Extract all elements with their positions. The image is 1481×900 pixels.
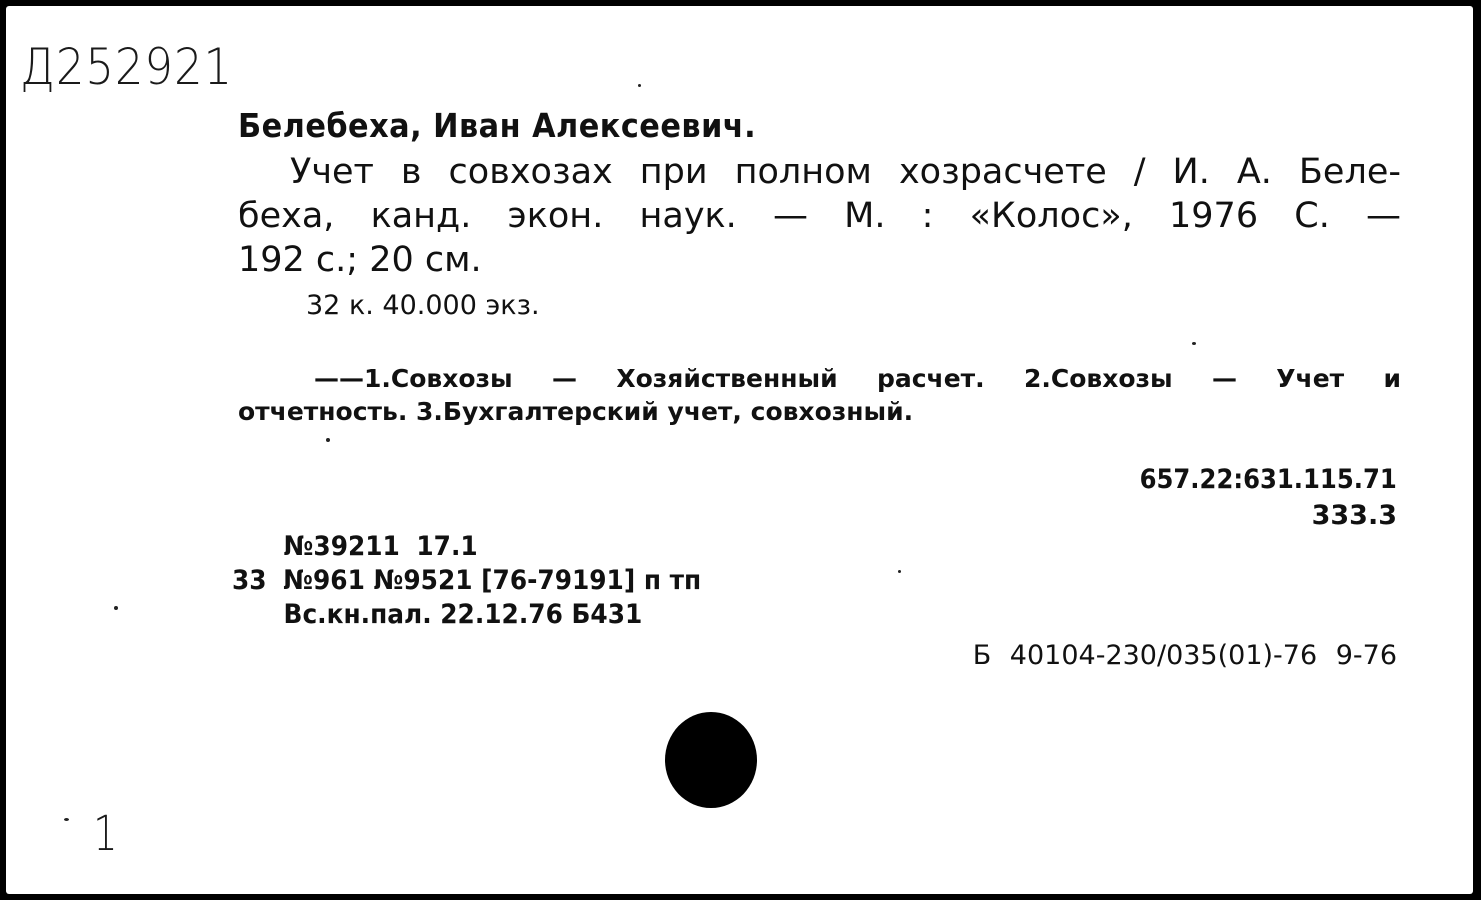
speck — [898, 570, 901, 573]
title-description — [238, 150, 1401, 282]
speck — [638, 84, 641, 87]
corner-mark: 1 — [93, 806, 119, 862]
subject-headings — [238, 362, 1401, 428]
order-code: 17.1 — [416, 531, 478, 562]
order-prefix: 33 — [232, 565, 267, 596]
speck — [114, 606, 118, 610]
title-line-2: беха, канд. экон. наук. — М. : «Колос», 1976 С. — — [238, 196, 1401, 236]
inventory-number: Д252921 — [20, 38, 234, 96]
author-heading: Белебеха, Иван Алексеевич. — [238, 106, 757, 145]
subject-line-1: ——1.Совхозы — Хозяйственный расчет. 2.Совхозы — Учет и — [314, 364, 1401, 393]
price-and-print-run: 32 к. 40.000 экз. — [306, 290, 540, 321]
publisher-code: Б 40104-230/035(01)-76 9-76 — [972, 640, 1397, 671]
title-line-3: 192 с.; 20 см. — [238, 240, 482, 280]
udc-index: 657.22:631.115.71 — [1139, 464, 1397, 495]
subject-line-2: отчетность. 3.Бухгалтерский учет, совхозный. — [238, 397, 914, 426]
punch-hole — [665, 712, 757, 808]
order-line-1 — [232, 530, 701, 564]
order-line-2 — [232, 564, 701, 598]
order-line-3: Вс.кн.пал. 22.12.76 Б431 — [283, 599, 643, 630]
title-line-1: Учет в совхозах при полном хозрасчете / И. А. Беле- — [290, 152, 1401, 192]
speck — [1192, 342, 1196, 345]
catalog-card — [6, 6, 1473, 894]
bbk-index: 333.3 — [1311, 500, 1397, 531]
order-number: №39211 — [283, 531, 400, 562]
speck — [64, 818, 69, 821]
speck — [326, 438, 330, 442]
order-info — [232, 530, 701, 632]
order-detail: №961 №9521 [76-79191] п тп — [283, 565, 702, 596]
